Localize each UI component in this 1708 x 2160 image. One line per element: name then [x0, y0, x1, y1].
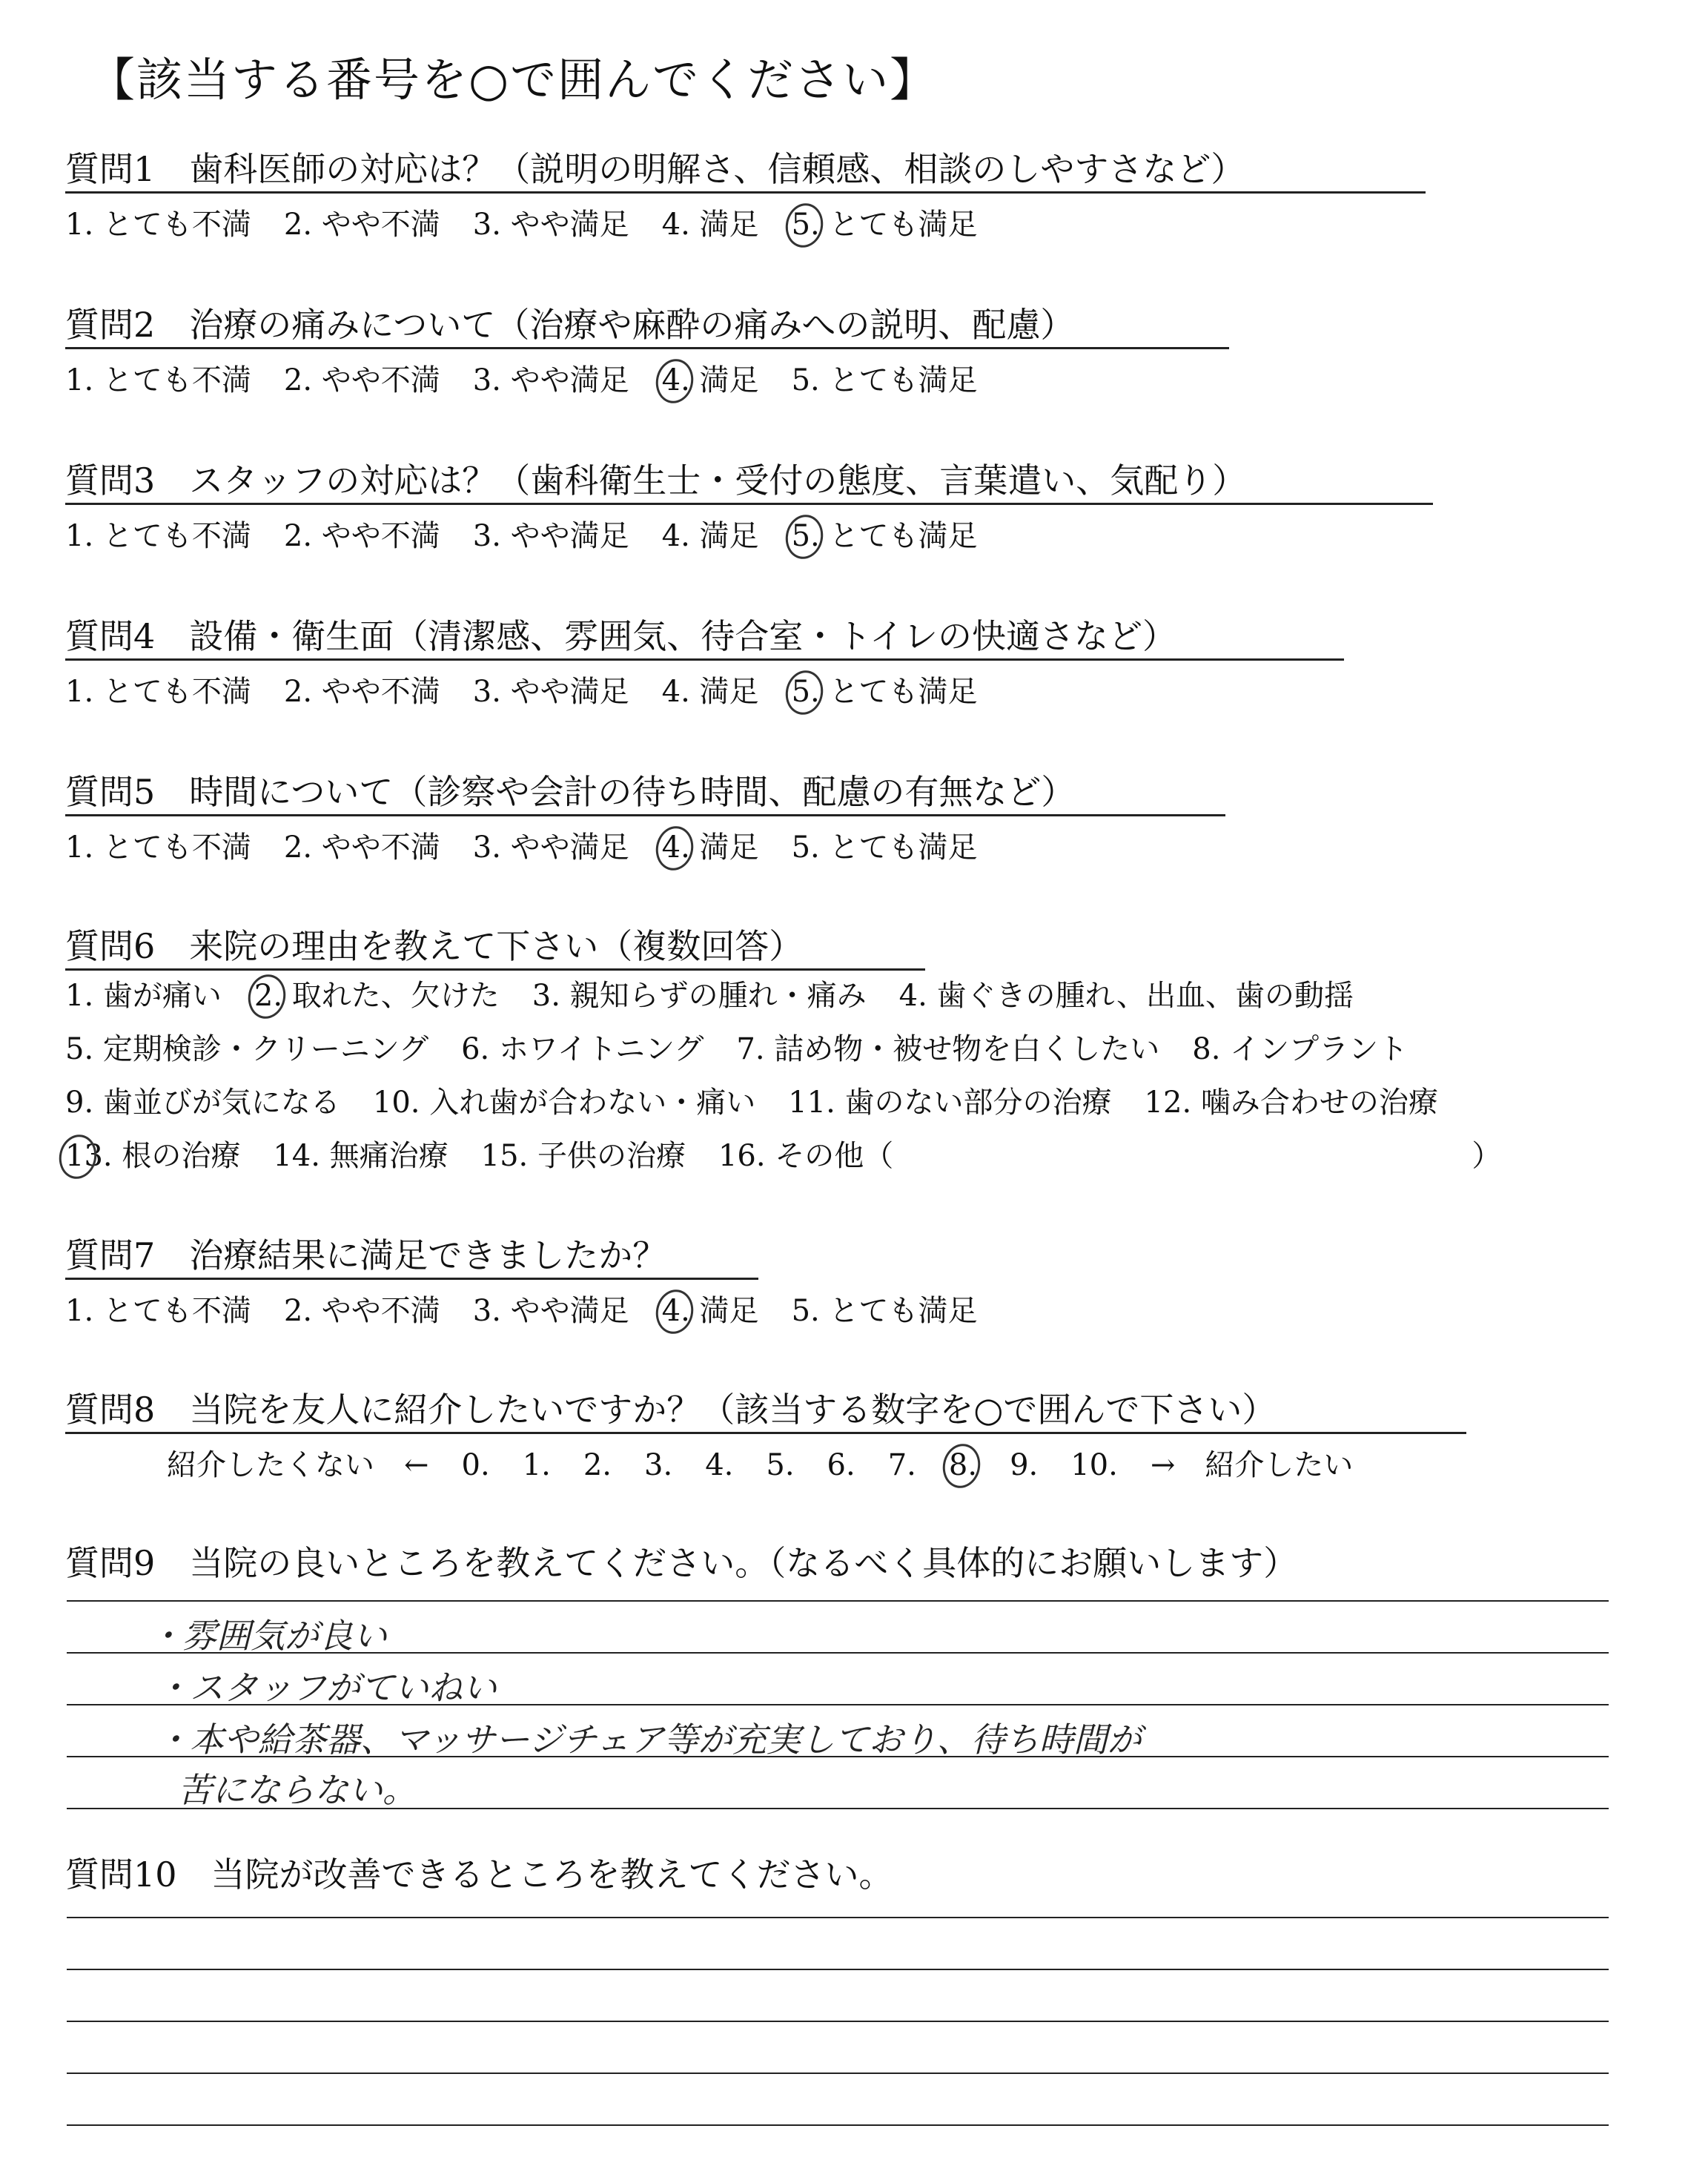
q9-handwritten-answer-4: 苦にならない。: [178, 1770, 417, 1810]
question-4-underline: [65, 658, 1344, 661]
q8-scale-1[interactable]: 1.: [522, 1448, 551, 1482]
q6-option-6[interactable]: 6. ホワイトニング: [461, 1032, 704, 1066]
question-9-title: 質問9 当院の良いところを教えてください。（なるべく具体的にお願いします）: [65, 1543, 1298, 1583]
question-1-options: [65, 206, 977, 243]
q1-option-2[interactable]: 2. やや不満: [283, 208, 440, 242]
q4-option-1[interactable]: 1. とても不満: [65, 675, 251, 709]
q8-right-label: → 紹介したい: [1150, 1448, 1354, 1482]
question-7-title: 質問7 治療結果に満足できましたか？: [65, 1235, 667, 1275]
answer-line: [67, 1917, 1609, 1918]
question-5-options: [65, 829, 977, 866]
q6-option-8[interactable]: 8. インプラント: [1192, 1032, 1409, 1066]
q8-scale-4[interactable]: 4.: [705, 1448, 734, 1482]
q3-option-5[interactable]: 5. とても満足: [791, 519, 978, 553]
question-6-row: [65, 1031, 1408, 1068]
q6-option-12[interactable]: 12. 噛み合わせの治療: [1144, 1086, 1438, 1120]
question-1-underline: [65, 191, 1426, 194]
q6-option-7[interactable]: 7. 詰め物・被せ物を白くしたい: [736, 1032, 1160, 1066]
form-title: 【該当する番号を○で囲んでください】: [89, 53, 938, 107]
answer-line: [67, 1969, 1609, 1970]
answer-line: [67, 1600, 1609, 1602]
q3-option-2[interactable]: 2. やや不満: [283, 519, 440, 553]
q6-option-2[interactable]: 2. 取れた、欠けた: [254, 979, 500, 1013]
q6-option-13[interactable]: 13. 根の治療: [65, 1139, 241, 1173]
q2-option-4[interactable]: 4. 満足: [661, 363, 759, 397]
q2-option-5[interactable]: 5. とても満足: [791, 363, 978, 397]
question-8-scale: [167, 1447, 1353, 1484]
q1-option-4[interactable]: 4. 満足: [661, 208, 759, 242]
question-8-underline: [65, 1432, 1466, 1434]
q5-option-5[interactable]: 5. とても満足: [791, 830, 978, 865]
q6-option-4[interactable]: 4. 歯ぐきの腫れ、出血、歯の動揺: [898, 979, 1354, 1013]
q6-close-paren: ）: [1472, 1139, 1502, 1173]
q7-option-1[interactable]: 1. とても不満: [65, 1294, 251, 1328]
question-5-underline: [65, 814, 1225, 816]
q3-option-3[interactable]: 3. やや満足: [472, 519, 629, 553]
q6-option-15[interactable]: 15. 子供の治療: [480, 1139, 686, 1173]
question-7-underline: [65, 1278, 758, 1280]
q7-option-4[interactable]: 4. 満足: [661, 1294, 759, 1328]
question-1-title: 質問1 歯科医師の対応は？（説明の明解さ、信頼感、相談のしやすさなど）: [65, 149, 1245, 189]
q8-scale-0[interactable]: 0.: [461, 1448, 490, 1482]
question-3-title: 質問3 スタッフの対応は？（歯科衛生士・受付の態度、言葉遣い、気配り）: [65, 460, 1247, 501]
q8-scale-3[interactable]: 3.: [644, 1448, 673, 1482]
q6-option-5[interactable]: 5. 定期検診・クリーニング: [65, 1032, 429, 1066]
q8-scale-6[interactable]: 6.: [827, 1448, 855, 1482]
q7-option-3[interactable]: 3. やや満足: [472, 1294, 629, 1328]
q6-option-3[interactable]: 3. 親知らずの腫れ・痛み: [532, 979, 867, 1013]
q2-option-3[interactable]: 3. やや満足: [472, 363, 629, 397]
answer-line: [67, 2124, 1609, 2126]
q2-option-1[interactable]: 1. とても不満: [65, 363, 251, 397]
question-7-options: [65, 1292, 977, 1330]
q6-option-9[interactable]: 9. 歯並びが気になる: [65, 1086, 340, 1120]
q4-option-2[interactable]: 2. やや不満: [283, 675, 440, 709]
answer-line: [67, 2073, 1609, 2074]
question-5-title: 質問5 時間について（診察や会計の待ち時間、配慮の有無など）: [65, 772, 1076, 812]
q1-option-3[interactable]: 3. やや満足: [472, 208, 629, 242]
question-6-row: [65, 1084, 1438, 1121]
question-2-underline: [65, 347, 1229, 349]
question-4-options: [65, 673, 977, 710]
q3-option-4[interactable]: 4. 満足: [661, 519, 759, 553]
question-2-title: 質問2 治療の痛みについて（治療や麻酔の痛みへの説明、配慮）: [65, 305, 1075, 345]
q2-option-2[interactable]: 2. やや不満: [283, 363, 440, 397]
q7-option-5[interactable]: 5. とても満足: [791, 1294, 978, 1328]
q7-option-2[interactable]: 2. やや不満: [283, 1294, 440, 1328]
q8-scale-2[interactable]: 2.: [583, 1448, 612, 1482]
q6-option-16[interactable]: 16. その他（: [718, 1139, 894, 1173]
q5-option-2[interactable]: 2. やや不満: [283, 830, 440, 865]
q8-scale-9[interactable]: 9.: [1010, 1448, 1039, 1482]
question-8-title: 質問8 当院を友人に紹介したいですか？（該当する数字を○で囲んで下さい）: [65, 1390, 1277, 1430]
q4-option-5[interactable]: 5. とても満足: [791, 675, 978, 709]
question-3-underline: [65, 503, 1433, 505]
q3-option-1[interactable]: 1. とても不満: [65, 519, 251, 553]
q4-option-3[interactable]: 3. やや満足: [472, 675, 629, 709]
question-6-title: 質問6 来院の理由を教えて下さい（複数回答）: [65, 926, 804, 966]
q5-option-1[interactable]: 1. とても不満: [65, 830, 251, 865]
q4-option-4[interactable]: 4. 満足: [661, 675, 759, 709]
q6-option-14[interactable]: 14. 無痛治療: [273, 1139, 448, 1173]
question-6-row: [65, 977, 1354, 1014]
q1-option-5[interactable]: 5. とても満足: [791, 208, 978, 242]
q8-scale-10[interactable]: 10.: [1070, 1448, 1118, 1482]
q5-option-3[interactable]: 3. やや満足: [472, 830, 629, 865]
q9-handwritten-answer-1: ・雰囲気が良い: [148, 1616, 387, 1656]
question-3-options: [65, 518, 977, 555]
q8-left-label: 紹介したくない ←: [167, 1448, 429, 1482]
answer-line: [67, 2021, 1609, 2022]
question-6-row: [65, 1137, 1501, 1175]
question-10-title: 質問10 当院が改善できるところを教えてください。: [65, 1855, 893, 1895]
q6-option-1[interactable]: 1. 歯が痛い: [65, 979, 222, 1013]
q9-handwritten-answer-3: ・本や給茶器、マッサージチェア等が充実しており、待ち時間が: [156, 1720, 1142, 1760]
q6-option-10[interactable]: 10. 入れ歯が合わない・痛い: [372, 1086, 756, 1120]
q1-option-1[interactable]: 1. とても不満: [65, 208, 251, 242]
q5-option-4[interactable]: 4. 満足: [661, 830, 759, 865]
q6-option-11[interactable]: 11. 歯のない部分の治療: [788, 1086, 1112, 1120]
question-6-underline: [65, 968, 925, 971]
q8-scale-7[interactable]: 7.: [887, 1448, 916, 1482]
question-4-title: 質問4 設備・衛生面（清潔感、雰囲気、待合室・トイレの快適さなど）: [65, 616, 1176, 656]
q9-handwritten-answer-2: ・スタッフがていねい: [156, 1668, 497, 1708]
q8-scale-8[interactable]: 8.: [948, 1448, 978, 1482]
question-2-options: [65, 362, 977, 399]
q8-scale-5[interactable]: 5.: [766, 1448, 795, 1482]
